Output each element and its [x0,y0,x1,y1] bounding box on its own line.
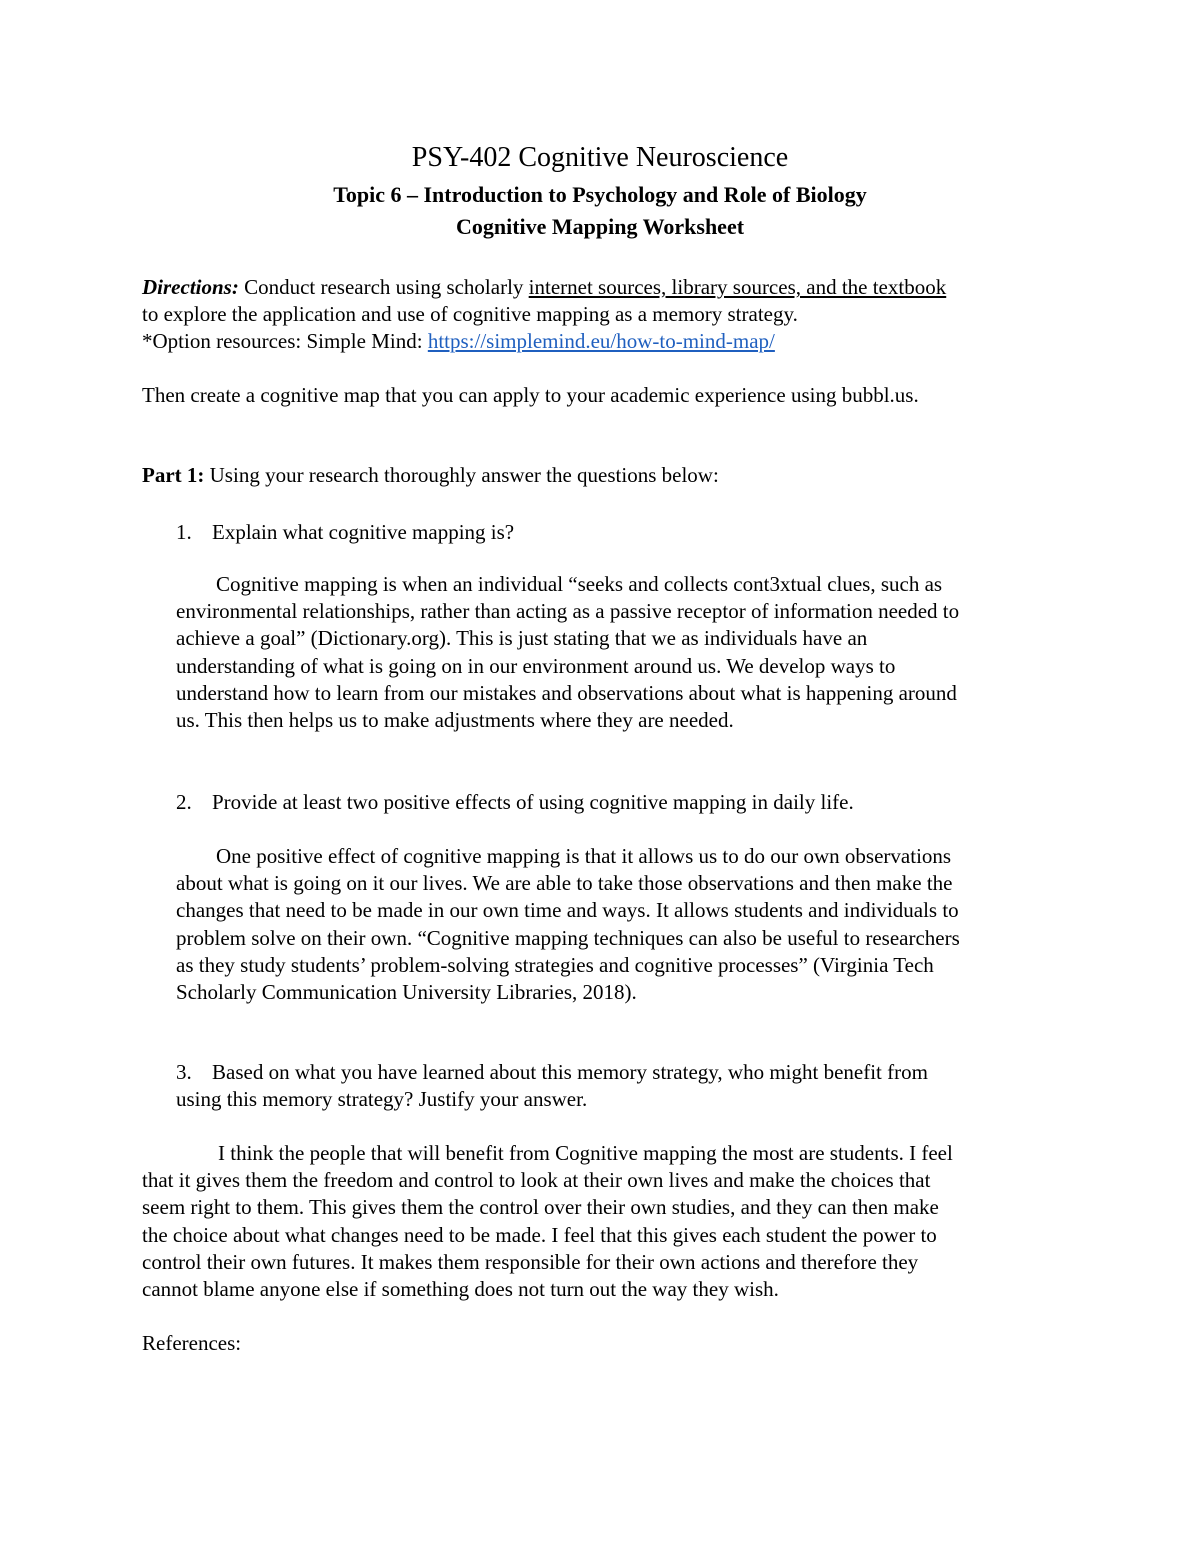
answer-3-line: cannot blame anyone else if something does not turn out the way they wish. [142,1277,779,1302]
option-resources-label: *Option resources: Simple Mind: [142,329,428,353]
answer-2-line: changes that need to be made in our own time and ways. It allows students and individuals to [176,898,959,923]
answer-1-line: environmental relationships, rather than acting as a passive receptor of information needed to [176,599,960,624]
answer-3-line: that it gives them the freedom and control to look at their own lives and make the choices that [142,1168,931,1193]
part1-text: Using your research thoroughly answer the questions below: [204,463,719,487]
directions-line-2: to explore the application and use of cognitive mapping as a memory strategy. [142,302,798,326]
part1-label: Part 1: [142,463,205,487]
worksheet-heading: Cognitive Mapping Worksheet [455,214,745,239]
answer-3-line: control their own futures. It makes them responsible for their own actions and therefore they [142,1249,919,1274]
simplemind-link[interactable]: https://simplemind.eu/how-to-mind-map/ [427,329,775,353]
question-3-text-line-2: using this memory strategy? Justify your answer. [176,1087,588,1111]
question-2-text: Provide at least two positive effects of using cognitive mapping in daily life. [212,790,854,814]
answer-1-line: achieve a goal” (Dictionary.org). This is just stating that we as individuals have an [176,626,868,651]
part1-line [142,462,719,488]
directions-line-1 [142,274,946,300]
answer-2-line: Scholarly Communication University Libraries, 2018). [176,980,637,1005]
topic-heading: Topic 6 – Introduction to Psychology and Role of Biology [333,182,867,207]
question-1-text: Explain what cognitive mapping is? [212,520,515,544]
answer-3 [142,1140,953,1303]
answer-3-line: the choice about what changes need to be made. I feel that this gives each student the power to [142,1222,937,1247]
answer-2-line: as they study students’ problem-solving strategies and cognitive processes” (Virginia Tech [176,952,934,977]
document-title: PSY-402 Cognitive Neuroscience [411,142,789,173]
answer-2-line: One positive effect of cognitive mapping is that it allows us to do our own observations [216,844,952,868]
answer-1-line: Cognitive mapping is when an individual “seeks and collects cont3xtual clues, such as [216,572,943,596]
references-label: References: [142,1331,242,1355]
directions-label: Directions: [142,275,239,299]
answer-1-line: understanding of what is going on in our environment around us. We develop ways to [176,653,896,678]
answer-2-line: about what is going on it our lives. We are able to take those observations and then make the [176,871,953,896]
question-3-text-line-1: Based on what you have learned about this memory strategy, who might benefit from [212,1060,928,1084]
question-3-number: 3. [176,1060,192,1084]
answer-3-line: seem right to them. This gives them the control over their own studies, and they can then make [142,1195,939,1220]
option-resources-line [142,328,775,354]
question-2-number: 2. [176,790,192,814]
answer-1-line: understand how to learn from our mistakes and observations about what is happening around [176,680,957,705]
directions-text: Conduct research using scholarly [238,275,529,299]
sources-underlined: internet sources, library sources, and the textbook [528,275,947,299]
answer-2 [176,843,960,1006]
then-create-line: Then create a cognitive map that you can apply to your academic experience using bubbl.us. [142,383,919,407]
question-1-number: 1. [176,520,192,544]
answer-1-line: us. This then helps us to make adjustments where they are needed. [176,708,734,733]
answer-2-line: problem solve on their own. “Cognitive mapping techniques can also be useful to researchers [176,925,960,950]
answer-1 [176,571,959,734]
answer-3-line: I think the people that will benefit from Cognitive mapping the most are students. I feel [218,1141,953,1165]
